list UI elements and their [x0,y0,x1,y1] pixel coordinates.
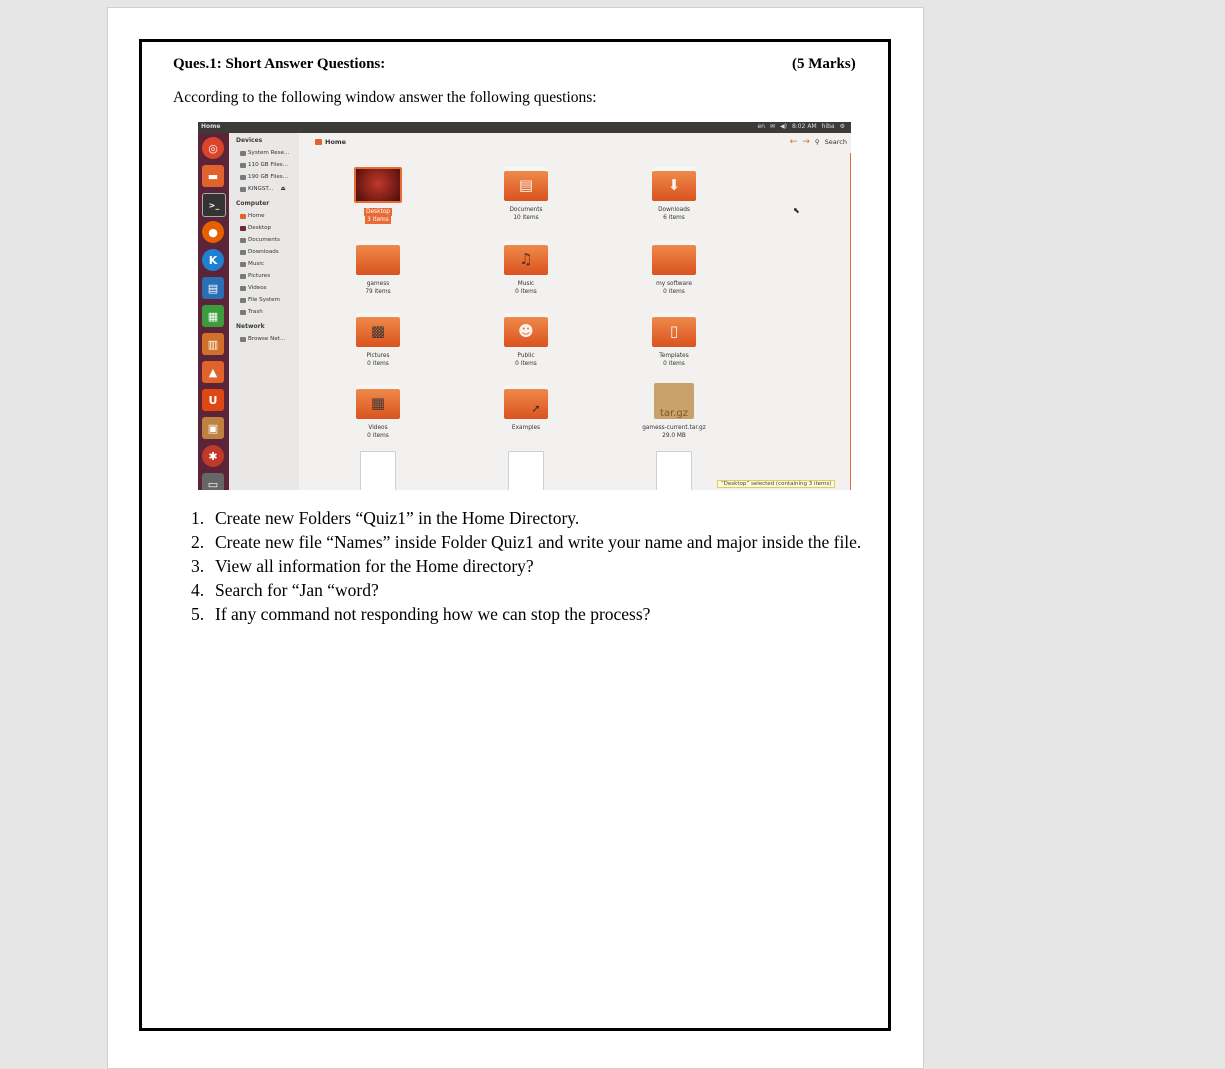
forward-arrow-icon[interactable]: → [802,137,810,147]
public-folder-icon: ☻ [504,313,548,347]
trash-icon [240,310,246,315]
locked-file-icon [656,451,692,490]
folder-icon [356,241,400,275]
drive-icon [240,151,246,156]
sidebar-item-downloads[interactable]: Downloads [240,249,279,255]
software-center-icon: ▲ [202,361,224,383]
pictures-folder-icon: ▩ [356,313,400,347]
examples-link-folder-icon: ➚ [504,385,548,419]
file-item-templates[interactable]: ▯ Templates 0 items [629,313,719,368]
file-item-documents[interactable]: ▤ Documents 10 items [481,167,571,222]
templates-folder-icon: ▯ [652,313,696,347]
file-item-downloads[interactable]: ⬇ Downloads 6 items [629,167,719,222]
back-arrow-icon[interactable]: ← [789,137,798,147]
file-item-text-document[interactable] [333,451,423,490]
question-intro: According to the following window answer the following questions: [173,89,597,106]
file-item-gamess[interactable]: gamess 79 items [333,241,423,296]
computer-heading: Computer [236,200,270,207]
trash-icon: ▭ [202,473,224,490]
videos-folder-icon: ▦ [356,385,400,419]
sidebar-item-desktop[interactable]: Desktop [240,225,271,231]
sidebar-item-music[interactable]: Music [240,261,264,267]
pictures-icon [240,274,246,279]
calc-icon: ▦ [202,305,224,327]
sidebar-item-device[interactable]: System Rese... [240,150,289,156]
file-item-locked-document[interactable] [629,451,719,490]
sidebar-item-device[interactable]: KINGST... ⏏ [240,186,286,192]
question-list [185,506,875,626]
text-file-icon [360,451,396,490]
firefox-icon: ● [202,221,224,243]
breadcrumb[interactable]: Home [315,138,346,146]
file-item-examples[interactable]: ➚ Examples [481,385,571,432]
impress-icon: ▥ [202,333,224,355]
terminal-icon: >_ [202,193,226,217]
places-sidebar [229,133,300,490]
home-folder-icon [315,139,322,145]
user-name: hiba [821,123,835,130]
dash-icon: ◎ [202,137,224,159]
mail-icon: ✉ [769,123,775,130]
file-item-videos[interactable]: ▦ Videos 0 items [333,385,423,440]
network-icon [240,337,246,342]
folder-icon [652,241,696,275]
documents-icon [240,238,246,243]
sidebar-item-pictures[interactable]: Pictures [240,273,270,279]
status-tooltip: “Desktop” selected (containing 3 items) [717,480,835,488]
search-icon[interactable]: ⚲ [814,138,820,146]
sidebar-item-videos[interactable]: Videos [240,285,267,291]
videos-icon [240,286,246,291]
file-item-public[interactable]: ☻ Public 0 items [481,313,571,368]
mouse-cursor-icon: ⬉ [793,206,800,215]
documents-folder-icon: ▤ [504,167,548,201]
devices-heading: Devices [236,137,263,144]
downloads-folder-icon: ⬇ [652,167,696,201]
settings-icon: ✱ [202,445,224,467]
sidebar-item-device[interactable]: 190 GB Files... [240,174,288,180]
sidebar-item-file-system[interactable]: File System [240,297,280,303]
kde-icon: K [202,249,224,271]
drive-icon [240,175,246,180]
panel-indicators [757,123,845,130]
desktop-folder-icon [354,167,402,203]
question-item: 1. Create new Folders “Quiz1” in the Home Directory. [191,508,580,528]
archive-icon: ▣ [202,417,224,439]
music-icon [240,262,246,267]
sidebar-item-device[interactable]: 110 GB Files... [240,162,288,168]
downloads-icon [240,250,246,255]
files-icon: ▬ [202,165,224,187]
top-panel [198,122,851,133]
question-marks: (5 Marks) [792,56,856,72]
usb-icon [240,187,246,192]
search-label[interactable]: Search [824,138,847,146]
clock: 8:02 AM [791,123,817,130]
sidebar-item-browse-network[interactable]: Browse Net... [240,336,285,342]
question-item: 5. If any command not responding how we can stop the process? [191,604,651,624]
question-item: 2. Create new file “Names” inside Folder Quiz1 and write your name and major inside the file. [191,532,862,552]
music-folder-icon: ♫ [504,241,548,275]
home-icon [240,214,246,219]
sidebar-item-documents[interactable]: Documents [240,237,280,243]
sidebar-item-trash[interactable]: Trash [240,309,263,315]
desktop-icon [240,226,246,231]
question-item: 4. Search for “Jan “word? [191,580,379,600]
file-system-icon [240,298,246,303]
question-item: 3. View all information for the Home directory? [191,556,534,576]
eject-icon[interactable]: ⏏ [280,186,286,192]
file-item-pictures[interactable]: ▩ Pictures 0 items [333,313,423,368]
file-item-text-document[interactable] [481,451,571,490]
archive-icon: tar.gz [654,383,694,419]
writer-icon: ▤ [202,277,224,299]
ubuntu-one-icon: U [202,389,224,411]
file-grid [299,153,851,490]
question-title: Ques.1: Short Answer Questions: [173,56,386,72]
keyboard-indicator: en [757,123,765,130]
toolbar-actions [790,138,847,146]
file-manager-toolbar [299,133,851,154]
ubuntu-file-manager-screenshot [198,122,851,490]
window-title: Home [201,123,221,130]
volume-icon: ◀) [780,123,787,130]
drive-icon [240,163,246,168]
network-heading: Network [236,323,265,330]
file-item-music[interactable]: ♫ Music 0 items [481,241,571,296]
file-item-desktop[interactable]: Desktop 3 items [333,167,423,224]
file-item-archive[interactable]: tar.gz gamess-current.tar.gz 29.0 MB [629,383,719,440]
file-item-my-software[interactable]: my software 0 items [629,241,719,296]
gear-icon: ⚙ [839,123,845,130]
launcher [198,133,229,490]
text-file-icon [508,451,544,490]
sidebar-item-home[interactable]: Home [240,213,265,219]
